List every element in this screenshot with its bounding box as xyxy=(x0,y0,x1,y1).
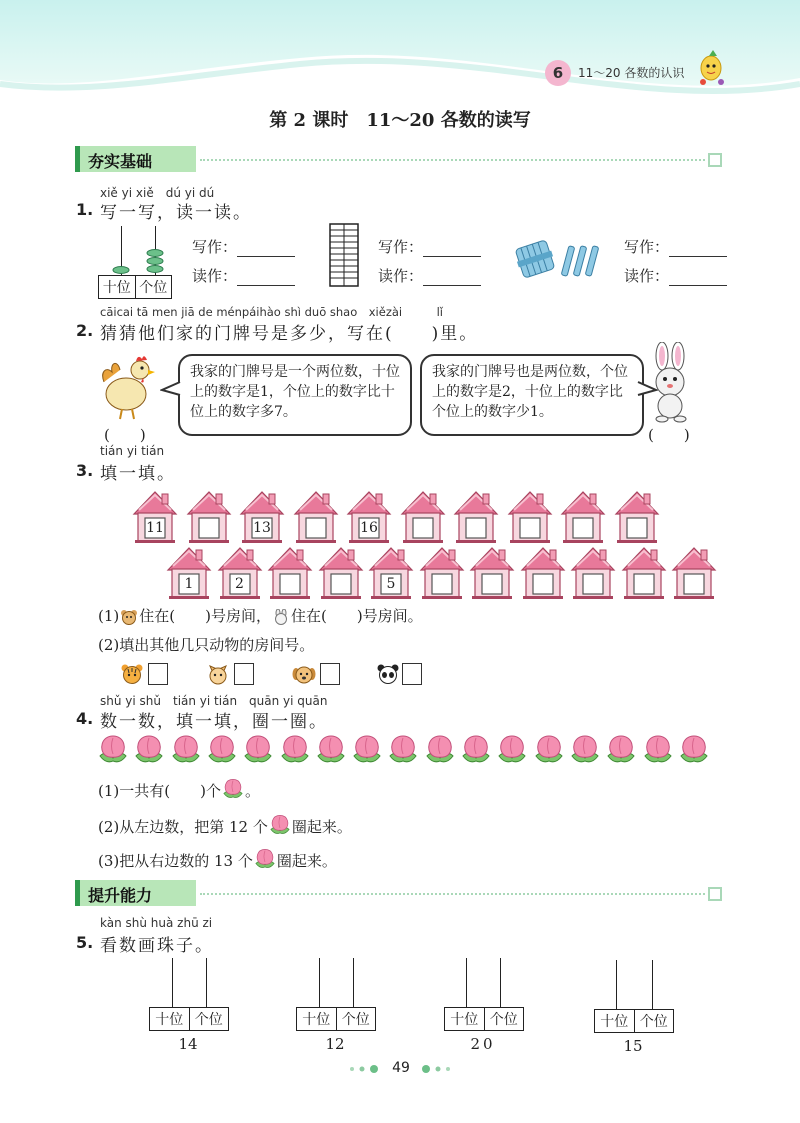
panda-room-box[interactable] xyxy=(402,663,422,685)
house-number[interactable] xyxy=(520,519,540,537)
q5-pinyin: kàn shù huà zhū zi xyxy=(100,916,213,930)
q3-number: 3. xyxy=(76,461,94,480)
footer-dots-right xyxy=(416,1063,456,1075)
abacus-value: 20 xyxy=(470,1035,496,1053)
peach[interactable] xyxy=(169,734,203,764)
peach[interactable] xyxy=(278,734,312,764)
peach[interactable] xyxy=(677,734,711,764)
cat-room-box[interactable] xyxy=(234,663,254,685)
q3-sub1-mid: 住在( )号房间， xyxy=(139,607,271,625)
abacus-value: 15 xyxy=(623,1037,643,1055)
divider-end-square xyxy=(708,153,722,167)
peach[interactable] xyxy=(386,734,420,764)
abacus-rod xyxy=(319,958,320,1008)
q4-sub3-text: (3)把从右边数的 13 个 xyxy=(98,852,253,870)
rooster-bubble-text: 我家的门牌号是一个两位数，十位上的数字是1，个位上的数字比十位上的数字多7。 xyxy=(190,364,400,420)
rabbit-small-icon xyxy=(271,609,291,625)
read-label: 读作： xyxy=(624,267,670,285)
peach-icon xyxy=(253,848,277,869)
q2-pinyin: cāicai tā men jiā de ménpáihào shì duō shao xiězài lǐ xyxy=(100,305,443,319)
abacus-value: 14 xyxy=(178,1035,198,1053)
q3-pinyin: tián yi tián xyxy=(100,444,165,458)
peach[interactable] xyxy=(459,734,493,764)
house-number[interactable] xyxy=(280,575,300,593)
house-number[interactable] xyxy=(482,575,502,593)
peach[interactable] xyxy=(96,734,130,764)
q5-text: 看数画珠子。 xyxy=(100,936,214,956)
peach-row xyxy=(96,734,716,766)
rooster-speech-bubble xyxy=(178,354,412,436)
house-number[interactable] xyxy=(583,575,603,593)
q4-sub1-text: (1)一共有( )个 xyxy=(98,782,221,800)
tens-label: 十位 xyxy=(150,1008,190,1030)
house xyxy=(568,544,618,600)
q3-sub1-index: (1) xyxy=(98,607,120,625)
peach[interactable] xyxy=(604,734,638,764)
house xyxy=(451,488,501,544)
q4-sub3 xyxy=(98,848,337,871)
house xyxy=(344,488,394,544)
ones-label: 个位 xyxy=(639,1014,668,1030)
q1-pinyin: xiě yi xiě dú yi dú xyxy=(100,186,215,200)
house-number[interactable] xyxy=(199,519,219,537)
peach-icon xyxy=(268,814,292,835)
header-wave xyxy=(0,0,800,110)
abacus-rod xyxy=(616,960,617,1010)
write-blank[interactable] xyxy=(669,240,727,257)
house-number[interactable]: 16 xyxy=(360,520,378,536)
dog-icon xyxy=(292,663,316,685)
house-number[interactable]: 11 xyxy=(146,520,164,536)
section-divider xyxy=(200,159,705,161)
house-number[interactable] xyxy=(432,575,452,593)
rooster-icon xyxy=(96,352,160,422)
house xyxy=(366,544,416,600)
ones-label: 个位 xyxy=(489,1012,518,1028)
abacus-beads xyxy=(143,248,169,276)
section-banner-basics xyxy=(75,146,196,172)
house-number[interactable]: 13 xyxy=(253,520,271,536)
read-label: 读作： xyxy=(192,267,238,285)
house xyxy=(467,544,517,600)
tens-label: 十位 xyxy=(445,1008,485,1030)
house xyxy=(558,488,608,544)
house xyxy=(669,544,719,600)
peach[interactable] xyxy=(423,734,457,764)
rabbit-icon xyxy=(640,342,704,424)
q4-sub2-end: 圈起来。 xyxy=(291,818,352,836)
peach-icon xyxy=(221,778,245,799)
mascot-icon xyxy=(695,48,731,88)
unit-title: 11～20 各数的认识 xyxy=(578,66,685,80)
abacus-14-box xyxy=(149,1007,229,1031)
q1-write-3 xyxy=(624,236,727,257)
section-divider xyxy=(200,893,705,895)
q4-sub1 xyxy=(98,778,260,801)
q2-text: 猜猜他们家的门牌号是多少，写在( )里。 xyxy=(100,324,479,344)
read-blank[interactable] xyxy=(237,269,295,286)
house-number[interactable] xyxy=(573,519,593,537)
house xyxy=(215,544,265,600)
house-number[interactable] xyxy=(413,519,433,537)
q4-pinyin: shǔ yi shǔ tián yi tián quān yi quān xyxy=(100,694,328,708)
abacus-15-box xyxy=(594,1009,674,1033)
section-title: 夯实基础 xyxy=(88,152,153,171)
tiger-icon xyxy=(120,663,144,685)
house-number[interactable]: 5 xyxy=(386,576,396,592)
abacus-rod xyxy=(500,958,501,1008)
ones-label: 个位 xyxy=(139,280,168,296)
section-title: 提升能力 xyxy=(88,886,153,905)
tiger-room-box[interactable] xyxy=(148,663,168,685)
abacus-value: 12 xyxy=(325,1035,345,1053)
dog-room-box[interactable] xyxy=(320,663,340,685)
house-number[interactable]: 1 xyxy=(184,576,194,592)
panda-icon xyxy=(376,663,400,685)
cat-icon xyxy=(206,663,230,685)
ones-label: 个位 xyxy=(194,1012,223,1028)
house xyxy=(184,488,234,544)
house-number[interactable] xyxy=(466,519,486,537)
peach[interactable] xyxy=(314,734,348,764)
house-number[interactable]: 2 xyxy=(235,576,244,592)
q3-sub1-end: 住在( )号房间。 xyxy=(290,607,423,625)
ones-label: 个位 xyxy=(341,1012,370,1028)
bear-icon xyxy=(119,609,139,625)
read-blank[interactable] xyxy=(423,269,481,286)
abacus-rod xyxy=(172,958,173,1008)
house xyxy=(291,488,341,544)
unit-badge xyxy=(545,60,571,86)
rabbit-answer[interactable]: ( ) xyxy=(648,426,690,444)
bubble-tail xyxy=(160,380,182,398)
house xyxy=(518,544,568,600)
q2-number: 2. xyxy=(76,321,94,340)
rooster-answer[interactable]: ( ) xyxy=(104,426,146,444)
peach[interactable] xyxy=(495,734,529,764)
house xyxy=(265,544,315,600)
cube-column xyxy=(328,222,362,290)
q1-write-2 xyxy=(378,236,481,257)
q4-sub2 xyxy=(98,814,352,837)
peach[interactable] xyxy=(205,734,239,764)
stick-bundles-icon xyxy=(515,236,610,282)
write-label: 写作： xyxy=(624,238,670,256)
tens-label: 十位 xyxy=(595,1010,635,1032)
house xyxy=(505,488,555,544)
read-blank[interactable] xyxy=(669,269,727,286)
q1-read-2 xyxy=(378,265,481,286)
tens-label: 十位 xyxy=(99,276,136,298)
tens-label: 十位 xyxy=(297,1008,337,1030)
q1-read-3 xyxy=(624,265,727,286)
q4-number: 4. xyxy=(76,709,94,728)
read-label: 读作： xyxy=(378,267,424,285)
peach[interactable] xyxy=(350,734,384,764)
house-number[interactable] xyxy=(533,575,553,593)
q5-number: 5. xyxy=(76,933,94,952)
abacus-rod xyxy=(466,958,467,1008)
divider-end-square xyxy=(708,887,722,901)
q1-text: 写一写，读一读。 xyxy=(100,203,252,223)
abacus-rod xyxy=(652,960,653,1010)
write-label: 写作： xyxy=(378,238,424,256)
section-banner-advanced xyxy=(75,880,196,906)
house xyxy=(417,544,467,600)
house xyxy=(164,544,214,600)
lesson-title: 第 2 课时 11～20 各数的读写 xyxy=(269,110,531,131)
footer-dots-left xyxy=(346,1063,386,1075)
house-number[interactable] xyxy=(331,575,351,593)
q4-sub2-text: (2)从左边数，把第 12 个 xyxy=(98,818,268,836)
unit-number: 6 xyxy=(552,64,564,82)
abacus-12-box xyxy=(296,1007,376,1031)
q1-read-1 xyxy=(192,265,295,286)
house-number[interactable] xyxy=(306,519,326,537)
house-row-bottom xyxy=(164,544,704,602)
write-label: 写作： xyxy=(192,238,238,256)
q1-write-1 xyxy=(192,236,295,257)
peach[interactable] xyxy=(532,734,566,764)
q1-place-value-box xyxy=(98,275,172,299)
house xyxy=(398,488,448,544)
house-number[interactable] xyxy=(684,575,704,593)
house-row-top xyxy=(130,488,670,546)
abacus-rod xyxy=(353,958,354,1008)
abacus-20-box xyxy=(444,1007,524,1031)
house xyxy=(130,488,180,544)
peach[interactable] xyxy=(641,734,675,764)
rabbit-speech-bubble xyxy=(420,354,644,436)
q3-text: 填一填。 xyxy=(100,464,176,484)
peach[interactable] xyxy=(241,734,275,764)
write-blank[interactable] xyxy=(237,240,295,257)
q4-text: 数一数，填一填，圈一圈。 xyxy=(100,712,328,732)
rabbit-bubble-text: 我家的门牌号也是两位数，个位上的数字是2，十位上的数字比个位上的数字少1。 xyxy=(432,364,628,420)
write-blank[interactable] xyxy=(423,240,481,257)
q3-sub1 xyxy=(98,605,423,626)
q4-sub1-end: 。 xyxy=(244,782,260,800)
house xyxy=(316,544,366,600)
house-number[interactable] xyxy=(634,575,654,593)
house xyxy=(237,488,287,544)
house-number[interactable] xyxy=(627,519,647,537)
q1-number: 1. xyxy=(76,200,94,219)
house xyxy=(619,544,669,600)
page-number: 49 xyxy=(392,1060,410,1076)
q4-sub3-end: 圈起来。 xyxy=(276,852,337,870)
peach[interactable] xyxy=(132,734,166,764)
abacus-rod xyxy=(206,958,207,1008)
q3-sub2: (2)填出其他几只动物的房间号。 xyxy=(98,636,315,654)
peach[interactable] xyxy=(568,734,602,764)
house xyxy=(612,488,662,544)
